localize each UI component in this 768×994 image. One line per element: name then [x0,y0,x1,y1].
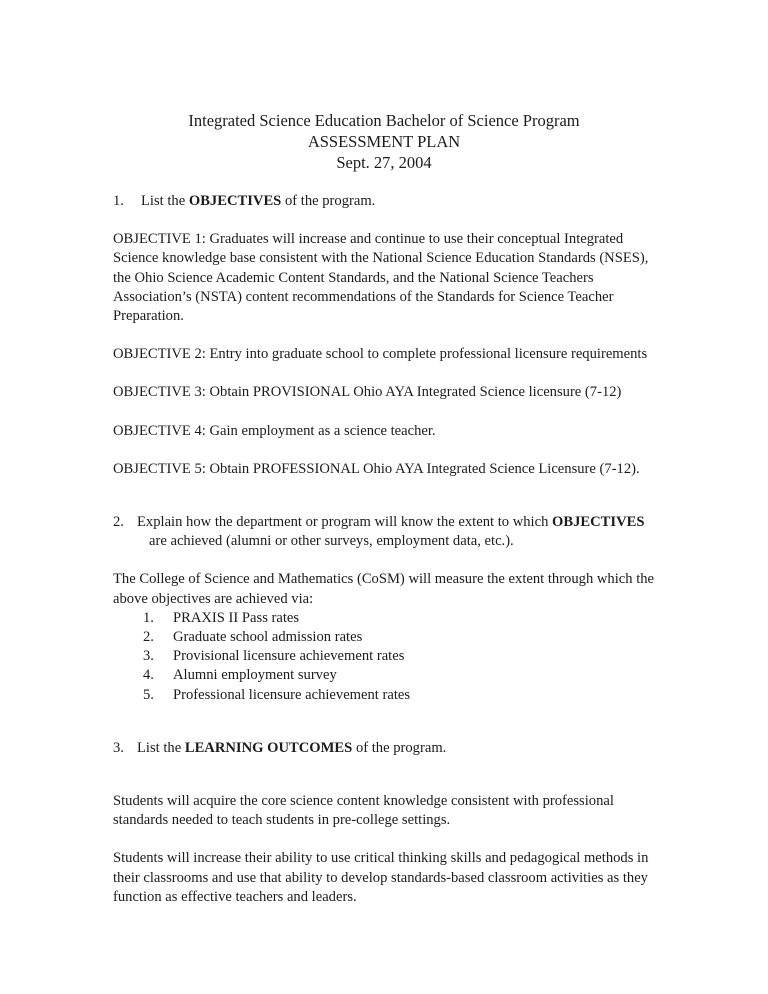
measure-label: Provisional licensure achievement rates [173,648,405,665]
objective-2: OBJECTIVE 2: Entry into graduate school to complete professional licensure requirements [113,346,648,363]
question-2-text-before: Explain how the department or program will know the extent to which [137,514,553,531]
measures-list [113,609,655,705]
measure-label: Alumni employment survey [173,667,337,684]
spacer [113,403,655,422]
title-line-date: Sept. 27, 2004 [336,153,432,172]
document-title [113,110,655,173]
question-3 [113,739,655,758]
measure-index: 2. [143,629,154,646]
question-3-text-after: of the program. [352,739,447,756]
measure-label: PRAXIS II Pass rates [173,609,300,626]
spacer [113,211,655,230]
spacer [113,498,655,513]
list-item [113,609,655,628]
spacer [113,441,655,460]
spacer [113,326,655,345]
title-line-plan: ASSESSMENT PLAN [307,132,461,151]
list-item [113,666,655,685]
list-item [113,686,655,705]
spacer [113,777,655,792]
measure-index: 3. [143,648,154,665]
list-item [113,647,655,666]
spacer [113,724,655,739]
spacer [113,830,655,849]
measure-label: Professional licensure achievement rates [173,686,411,703]
question-1-emphasis: OBJECTIVES [188,193,282,209]
measure-label: Graduate school admission rates [173,629,363,646]
spacer [113,705,655,724]
question-2-number: 2. [113,514,124,531]
objective-5: OBJECTIVE 5: Obtain PROFESSIONAL Ohio AYA Integrated Science Licensure (7-12). [113,460,640,477]
measures-intro: The College of Science and Mathematics (CoSM) will measure the extent through which the above objectives are achieved via: [113,571,655,607]
measure-index: 1. [143,609,154,626]
question-3-emphasis: LEARNING OUTCOMES [184,739,353,756]
list-item [113,628,655,647]
spacer [113,551,655,570]
objective-4: OBJECTIVE 4: Gain employment as a science teacher. [113,422,436,439]
measure-index: 4. [143,667,154,684]
learning-outcome-2: Students will increase their ability to use critical thinking skills and pedagogical methods in their classrooms and use that ability to develop standards-based classroom activities as they function as effective teachers and leaders. [113,850,649,905]
question-1-text-before: List the [141,193,189,209]
question-3-number: 3. [113,739,124,756]
question-3-text-before: List the [137,739,185,756]
objective-3: OBJECTIVE 3: Obtain PROVISIONAL Ohio AYA Integrated Science licensure (7-12) [113,384,622,401]
question-2 [113,513,655,551]
measure-index: 5. [143,686,154,703]
learning-outcome-1: Students will acquire the core science content knowledge consistent with professional standards needed to teach students in pre-college settings. [113,793,614,829]
question-1-number: 1. [113,193,124,209]
question-2-emphasis: OBJECTIVES [552,514,645,531]
spacer [113,364,655,383]
question-1-text-after: of the program. [281,193,376,209]
title-line-program: Integrated Science Education Bachelor of Science Program [188,111,580,130]
spacer [113,479,655,498]
question-1 [113,192,655,211]
spacer [113,758,655,777]
spacer [113,173,655,192]
objective-1: OBJECTIVE 1: Graduates will increase and continue to use their conceptual Integrated Science knowledge base consistent with the National Science Education Standards (NSES), the Ohio Science Academic Content Standards, and the National Science Teachers Association’s (NSTA) content recommendations of the Standards for Science Teacher Preparation. [113,231,649,325]
question-2-text-after: are achieved (alumni or other surveys, employment data, etc.). [149,533,514,550]
